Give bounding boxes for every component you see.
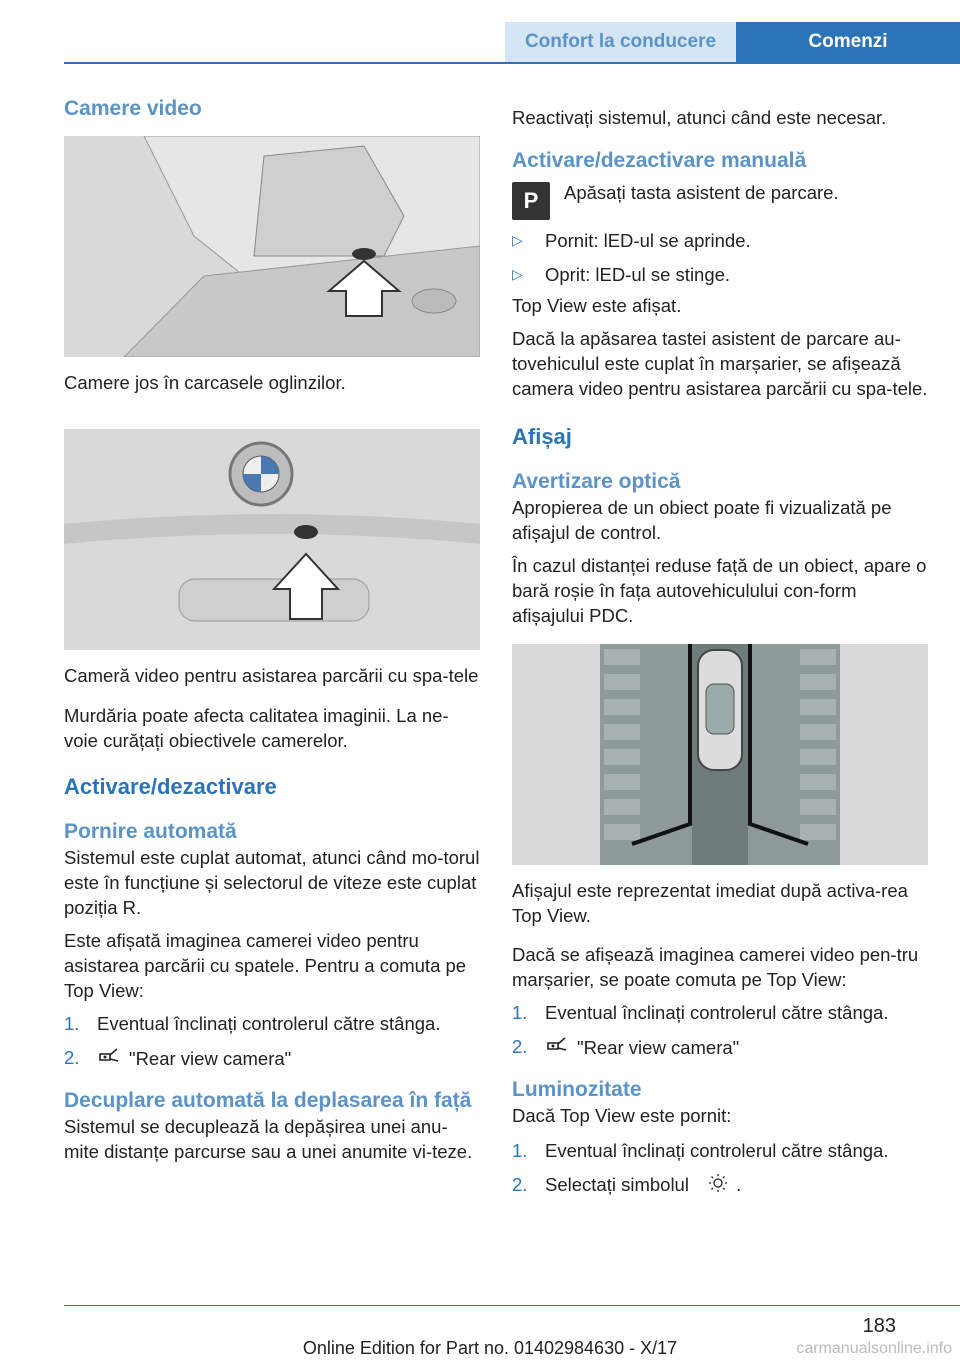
camera-icon [97,1045,121,1071]
step-number: 2. [64,1047,80,1068]
step-number: 1. [512,1140,528,1161]
list-item [512,1000,928,1025]
step-text: "Rear view camera" [577,1037,740,1058]
heading-display: Afișaj [512,424,572,449]
step-text: Eventual înclinați controlerul către stânga. [545,1002,889,1023]
bullet-icon: ▷ [512,232,523,248]
mirror-camera-illustration [64,136,480,357]
mirror-camera-figure [64,136,480,357]
topview-shown: Top View este afișat. [512,295,682,316]
reactivate-note: Reactivați sistemul, atunci când este necesar. [512,107,887,128]
heading-visual-warning: Avertizare optică [512,470,681,493]
manual-item-text: Oprit: lED-ul se stinge. [545,264,731,285]
list-item [64,1045,480,1071]
visual-paragraph-2: În cazul distanței reduse față de un obiect, apare o bară roșie în fața autovehiculului con-form afișajului PDC. [512,555,927,626]
step-text: Eventual înclinați controlerul către stânga. [97,1013,441,1034]
auto-paragraph-1: Sistemul este cuplat automat, atunci când mo-torul este în funcțiune și selectorul de viteze este cuplat poziția R. [64,847,480,918]
decouple-paragraph: Sistemul se decuplează la depășirea unei anu-mite distanțe parcurse sau a unei anumite vi-teze. [64,1116,473,1162]
caption-rear-camera: Cameră video pentru asistarea parcării cu spa-tele [64,665,479,686]
heading-decouple: Decuplare automată la deplasarea în față [64,1089,472,1112]
heading-brightness: Luminozitate [512,1078,642,1101]
left-column [64,96,480,1164]
parking-assist-icon: P [512,182,550,220]
reverse-paragraph: Dacă la apăsarea tastei asistent de parcare au-tovehiculul este cuplat în marșarier, se afișează camera video pentru asistarea parcării cu spa-tele. [512,328,928,399]
watermark: carmanualsonline.info [796,1340,952,1357]
press-key-row [512,180,928,224]
top-view-illustration [512,644,928,865]
header-chapter: Comenzi [736,22,960,62]
step-text: "Rear view camera" [129,1048,292,1069]
heading-activation: Activare/dezactivare [64,774,277,799]
brightness-icon [708,1173,728,1199]
press-key-text: Apăsați tasta asistent de parcare. [564,182,839,203]
right-steps [512,1000,928,1060]
manual-items [512,228,928,287]
list-item [512,1172,928,1199]
brightness-paragraph: Dacă Top View este pornit: [512,1105,732,1126]
heading-manual: Activare/dezactivare manuală [512,149,807,172]
step-text: Selectați simbolul [545,1174,689,1195]
heading-auto-start: Pornire automată [64,820,237,843]
step-number: 1. [64,1013,80,1034]
auto-paragraph-2: Este afișată imaginea camerei video pentru asistarea parcării cu spatele. Pentru a comuta pe Top View: [64,930,467,1001]
visual-paragraph-1: Apropierea de un obiect poate fi vizualizată pe afișajul de control. [512,497,892,543]
top-view-figure [512,644,928,865]
display-paragraph-2: Dacă se afișează imaginea camerei video pen-tru marșarier, se poate comuta pe Top View: [512,944,919,990]
right-column [512,105,928,1199]
list-item [64,1011,480,1036]
step-end: . [736,1174,742,1195]
caption-mirror-cameras: Camere jos în carcasele oglinzilor. [64,372,346,393]
camera-icon [545,1034,569,1060]
list-item [512,262,928,287]
rear-camera-illustration [64,429,480,650]
header-rule [64,62,960,64]
step-text: Eventual înclinați controlerul către stânga. [545,1140,889,1161]
bullet-icon: ▷ [512,266,523,282]
display-paragraph-1: Afișajul este reprezentat imediat după activa-rea Top View. [512,880,908,926]
edition-text: Online Edition for Part no. 01402984630 - X/17 [302,1338,678,1358]
left-steps [64,1011,480,1071]
step-number: 2. [512,1036,528,1057]
list-item [512,228,928,253]
brightness-steps [512,1138,928,1199]
list-item [512,1034,928,1060]
header-section: Confort la conducere [505,22,736,62]
rear-camera-figure [64,429,480,650]
page-header [0,22,960,64]
heading-cameras: Camere video [64,97,202,120]
page-number: 183 [862,1315,896,1337]
manual-item-text: Pornit: lED-ul se aprinde. [545,230,751,251]
step-number: 2. [512,1174,528,1195]
step-number: 1. [512,1002,528,1023]
footer-rule [64,1305,960,1306]
list-item [512,1138,928,1163]
dirt-note: Murdăria poate afecta calitatea imaginii. La ne-voie curățați obiectivele camerelor. [64,705,449,751]
